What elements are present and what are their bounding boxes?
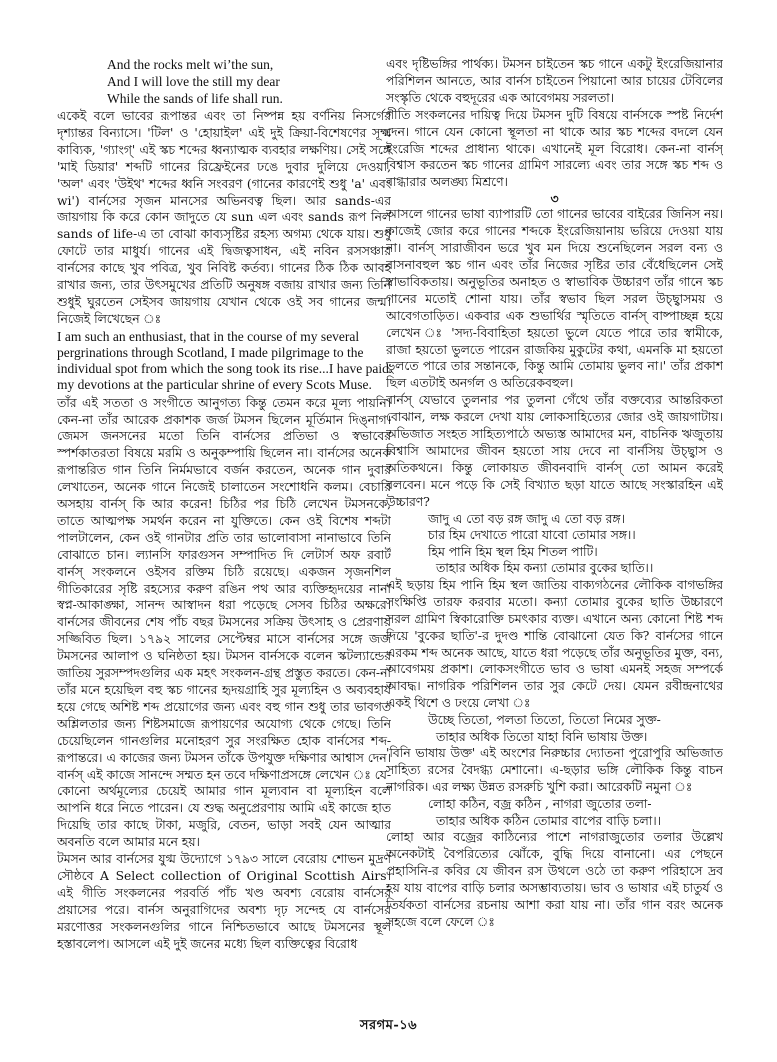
body-paragraph: আসলে গানের ভাষা ব্যাপারটি তো গানের ভাবের বাইরের জিনিস নয়। কাজেই জোর করে গানের শব্দকে ইংরেজিয়ানায় ভরিয়ে দেওয়া যায় না। বার্নস্ সারাজীবন ভরে খুব মন দিয়ে শুনেছিলেন সরল বন্য ও বাসনাবহুল স্কচ গান এবং তাঁর নিজের সৃষ্টির তার বেঁধেছিলেন সেই স্বাভাবিকতায়। অনুভূতির অনাহত ও স্বাভাবিক উচ্চারণ তাঁর গানে স্কচ গানের মতোই শোনা যায়। তাঁর স্বভাব ছিল সরল উচ্ছ্বাসময় ও আবেগতাড়িত। একবার এক শুভার্থির স্মৃতিতে বার্নস্ বাষ্পাচ্ছন্ন হয়ে লেখেন ঃ 'সদ্য-বিবাহিতা হয়তো ভুলে যেতে পারে তার স্বামীকে, রাজা হয়তো ভুলতে পারেন রাজকিয় মুকুটের কথা, এমনকি মা হয়তো ভুলতে পারে তার সন্তানকে, কিন্তু আমি তোমায় ভুলব না।' তাঁর প্রকাশ ছিল এতটাই অনর্গল ও অতিরেকবহুল।: [386, 207, 723, 391]
verse-line: চার হিম দেখাতে পারো যাবো তোমার সঙ্গ।।: [428, 528, 636, 543]
body-paragraph: গীতি সংকলনের দায়িত্ব দিয়ে টমসন দুটি বিষয়ে বার্নসকে স্পষ্ট নির্দেশ দেন। গানে যেন কোনো স্থূলতা না থাকে আর স্কচ শব্দের বদলে যেন ইংরেজি শব্দের প্রাধান্য থাকে। এখানেই মূল বিরোধ। কেন-না বার্নস্ বিশ্বাস করতেন স্কচ গানের গ্রামিণ সারল্যে এবং তার সঙ্গে স্কচ শব্দ ও বাগ্ধারার অলঙ্ঘ্য মিশ্রণে।: [386, 107, 723, 190]
verse-line: তাহার অধিক হিম কন্যা তোমার বুকের ছাতি।।: [436, 561, 654, 576]
page-footer: সরগম-১৬: [359, 1018, 418, 1033]
poem-line: While the sands of life shall run.: [107, 91, 283, 106]
verse-line: জাদু এ তো বড় রঙ্গ জাদু এ তো বড় রঙ্গ।: [428, 511, 625, 526]
body-paragraph: একেই বলে ভাবের রূপান্তর এবং তা নিষ্পন্ন হয় বর্ণনিয় নিসর্গের দৃশ্যান্তর বিন্যাসে। 'টিল' ও 'হোয়াইল' এই দুই ক্রিয়া-বিশেষণের সূক্ষ্ম কাব্যিক, 'গ্যাংগ্' এই স্কচ শব্দের ধ্বন্যাত্মক ব্যবহার লক্ষণিয়। সেই সঙ্গে 'মাই ডিয়ার' শব্দটি গানের রিফ্রেইনের ঢঙে দুবার দুলিয়ে দেওয়া, 'অল' এবং 'উইথ' শব্দের ধ্বনি সংবরণ (গানের কারণেই শুধু 'a' এবং wi') বার্নসের সৃজন মানসের অভিনবত্ব ছিল। আর sands-এর জায়গায় কি করে কোন জাদুতে যে sun এল এবং sands রূপ নিল sands of life-এ তা বোঝা কাব্যসৃষ্টির রহস্য অগম্য থেকে যায়। শুধু ফোটে তার মাধুর্য। গানের এই দ্বিজত্বসাধন, এই নবিন রসসঞ্চার বার্নসের কাছে খুব পবিত্র, খুব নিবিষ্ট কর্তব্য। গানের ঠিক ঠিক আবহ রাখার জন্য, তার উৎসমুখের প্রতিটি অনুষঙ্গ বজায় রাখার জন্য তিনি শুধুই ঘুরতেন সেইসব জায়গায় যেখান থেকে ওই সব গানের জন্ম। নিজেই লিখেছেন ঃ: [57, 109, 391, 326]
body-paragraph: 'বিনি ভাষায় উক্ত' এই অংশের নিরুচ্চার দ্যোতনা পুরোপুরি অভিজাত সাহিত্য রসের বৈদগ্ধ্য মেশানো। এ-ছড়ার ভঙ্গি লৌকিক কিন্তু বাচন নাগরিক। এর লক্ষ্য উন্নত রসরুচি খুশি করা। আরেকটি নমুনা ঃ: [386, 746, 723, 795]
verse-line: তাহার অধিক কঠিন তোমার বাপের বাড়ি চলা।।: [436, 813, 662, 828]
bengali-verse: [386, 796, 723, 829]
bengali-verse: [386, 511, 723, 577]
verse-line: উচ্ছে তিতো, পলতা তিতো, তিতো নিমের সুক্ত-: [428, 713, 661, 728]
body-paragraph: তাঁর এই সততা ও সংগীতে আনুগত্য কিন্তু তেমন করে মূল্য পায়নি। কেন-না তাঁর আরেক প্রকাশক জর্জ টমসন ছিলেন মূর্তিমান দিঙ্নাগ। জেমস জনসনের মতো তিনি বার্নসের প্রতিভা ও স্বভাবের স্পর্শকাতরতা বিষয়ে মরমি ও অনুকম্পায়ি ছিলেন না। বার্নসের অনেক রূপান্তরিত গান তিনি নির্মমভাবে বর্জন করতেন, অনেক গান দুবার লেখাতেন, অনেক গানে নিজেই চালাতেন সংশোধনি কলম। বেচারি অসহায় বার্নস্ কি আর করেন! চিঠির পর চিঠি লেখেন টমসনকে, তাতে আত্মপক্ষ সমর্থন করেন না যুক্তিতে। কেন ওই বিশেষ শব্দটা পালটালেন, কেন ওই গানটার প্রতি তার ভালোবাসা নানাভাবে তিনি বোঝাতে চান। ল্যানসি ফারগুসন সম্পাদিত দি লেটার্স অফ রবার্ট বার্নস্ সংকলনে ওইসব রক্তিম চিঠি রয়েছে। একজন সৃজনশিল গীতিকারের সৃষ্টি রহস্যের করুণ রঙিন পথ আর ব্যক্তিহৃদয়ের নানা স্বপ্ন-আকাঙ্ক্ষা, সানন্দ আস্বাদন ধরা পড়েছে সেসব চিঠির অক্ষরে। বার্নসের জীবনের শেষ পাঁচ বছর টমসনের সক্রিয় উৎসাহ ও প্রেরণায় সজ্জিবিত ছিল। ১৭৯২ সালের সেপ্টেম্বর মাসে বার্নসের সঙ্গে জর্জ টমসনের আলাপ ও ঘনিষ্ঠতা হয়। টমসন বার্নসকে বলেন স্কটল্যান্ডের জাতিয় সুরসম্পদগুলির এক মহৎ সংকলন-গ্রন্থ প্রস্তুত করতে। কেন-না তাঁর মনে হয়েছিল বহু স্কচ গানের হৃদয়গ্রাহি সুর মূল্যহিন ও অব্যবহার্য হয়ে গেছে অশিষ্ট শব্দ প্রয়োগের জন্য এবং বহু গান শুধু তার ভাবগত অশ্লিলতার জন্য শিষ্টসমাজে রূপায়ণের অযোগ্য থেকে গেছে। তিনি চেয়েছিলেন গানগুলির মনোহরণ সুর সংরক্ষিত হোক বার্নসের শব্দ-রূপান্তরে। এ কাজের জন্য টমসন তাঁকে উপযুক্ত দক্ষিণার আশ্বাস দেন। বার্নস্ এই কাজে সানন্দে সম্মত হন তবে দক্ষিণাপ্রসঙ্গে লেখেন ঃ যে-কোনো অর্থমূল্যের চেয়েই আমার গান মূল্যবান বা মূল্যহিন বলে আপনি ধরে নিতে পারেন। যে শুদ্ধ অনুপ্রেরণায় আমি এই কাজে হাত দিয়েছি তার কাছে টাকা, মজুরি, বেতন, ভাড়া সবই যেন আত্মার অবনতি বলে আমার মনে হয়।: [57, 395, 391, 850]
body-paragraph: লোহা আর বজ্রের কাঠিন্যের পাশে নাগরাজুতোর তলার উল্লেখ অনেকটাই বৈপরিত্যের ঝোঁকে, বুদ্ধি দিয়ে বানানো। এর পেছনে প্রহাসিনি-র কবির যে জীবন রস উথলে ওঠে তা করুণ পরিহাসে দ্রব হয় যায় বাপের বাড়ি চলার অসম্ভাব্যতায়। ভাব ও ভাষার এই চাতুর্য ও তির্যকতা বার্নসের রচনায় আশা করা যায় না। তাঁর গান বরং অনেক সহজে বলে ফেলে ঃ: [386, 830, 723, 929]
english-poem: [57, 56, 391, 107]
body-paragraph: এই ছড়ায় হিম পানি হিম স্থল জাতিয় বাক্যগঠনের লৌকিক বাগভঙ্গির সংক্ষিপ্তি তারফ করবার মতো। কন্যা তোমার বুকের ছাতি উচ্চারণে সরল গ্রামিণ স্বিকারোক্তি চমৎকার ব্যক্ত। এখানে অন্য কোনো শিষ্ট শব্দ দিয়ে 'বুকের ছাতি'-র দুদণ্ড শান্তি বোঝানো যেত কি? বার্নসের গানে এরকম শব্দ অনেক আছে, যাতে ধরা পড়েছে তাঁর অনুভূতির মুক্ত, বন্য, আবেগময় প্রকাশ। লোকসংগীতে ভাব ও ভাষা এমনই সহজ সম্পর্কে আবদ্ধ। নাগরিক পরিশিলন তার সুর কেটে দেয়। যেমন রবীন্দ্রনাথের একই থিশে ও ঢংয়ে লেখা ঃ: [386, 577, 723, 711]
body-paragraph: টমসন আর বার্নসের যুগ্ম উদ্যোগে ১৭৯৩ সালে বেরোয় শোভন মুদ্রণ সৌষ্ঠবে A Select collection of Original Scottish Airs। এই গীতি সংকলনের পরবর্তি পাঁচ খণ্ড অবশ্য বেরোয় বার্নসের প্রয়াসের পরে। বার্নস অনুরাগিদের অবশ্য দৃঢ় সন্দেহ যে বার্নসের মরণোত্তর সংকলনগুলির গানে নিশ্চিতভাবে আছে টমসনের স্থূল হস্তাবলেপ। আসলে এই দুই জনের মধ্যে ছিল ব্যক্তিত্বের বিরোধ: [57, 852, 391, 951]
left-column: [57, 56, 391, 1004]
verse-line: তাহার অধিক তিতো যাহা বিনি ভাষায় উক্ত।: [436, 729, 648, 744]
verse-line: হিম পানি হিম স্থল হিম শিতল পাটি।: [428, 544, 598, 559]
right-column: [386, 56, 723, 1004]
verse-line: লোহা কঠিন, বজ্র কঠিন , নাগরা জুতোর তলা-: [428, 797, 652, 812]
bengali-verse: [386, 712, 723, 745]
section-number: ৩: [550, 191, 559, 207]
english-block-quote: I am such an enthusiast, that in the course of my several pergrinations through Scotland, I made pilgrimage to the individual spot from which the song took its rise...I have paid my devotions at the particular shrine of every Scots Muse.: [57, 328, 389, 393]
body-paragraph: এবং দৃষ্টিভঙ্গির পার্থক্য। টমসন চাইতেন স্কচ গানে একটু ইংরেজিয়ানার পরিশিলন আনতে, আর বার্নস চাইতেন পিয়ানো আর চায়ের টেবিলের সংস্কৃতি থেকে বহুদূরের এক আবেগময় সরলতা।: [386, 57, 723, 105]
poem-line: And I will love the still my dear: [107, 74, 280, 89]
body-paragraph: বার্নস্ যেভাবে তুলনার পর তুলনা গেঁথে তাঁর বক্তব্যের আন্তরিকতা বোঝান, লক্ষ করলে দেখা যায় লোকসাহিত্যের জোর ওই জায়গাটায়। অভিজাত সংহত সাহিত্যপাঠে অভ্যস্ত আমাদের মন, বাচনিক ঋজুতায় বিশ্বাসি আমাদের জীবন হয়তো সায় দেবে না বার্নসিয় উচ্ছ্বাস ও অতিকথনে। কিন্তু লোকায়ত জীবনবাদি বার্নস্ তো আমন করেই বলবেন। মনে পড়ে কি সেই বিখ্যাত ছড়া যাতে আছে সংস্কারহিন এই উচ্চারণ?: [386, 393, 723, 509]
poem-line: And the rocks melt wi’the sun,: [107, 57, 274, 72]
